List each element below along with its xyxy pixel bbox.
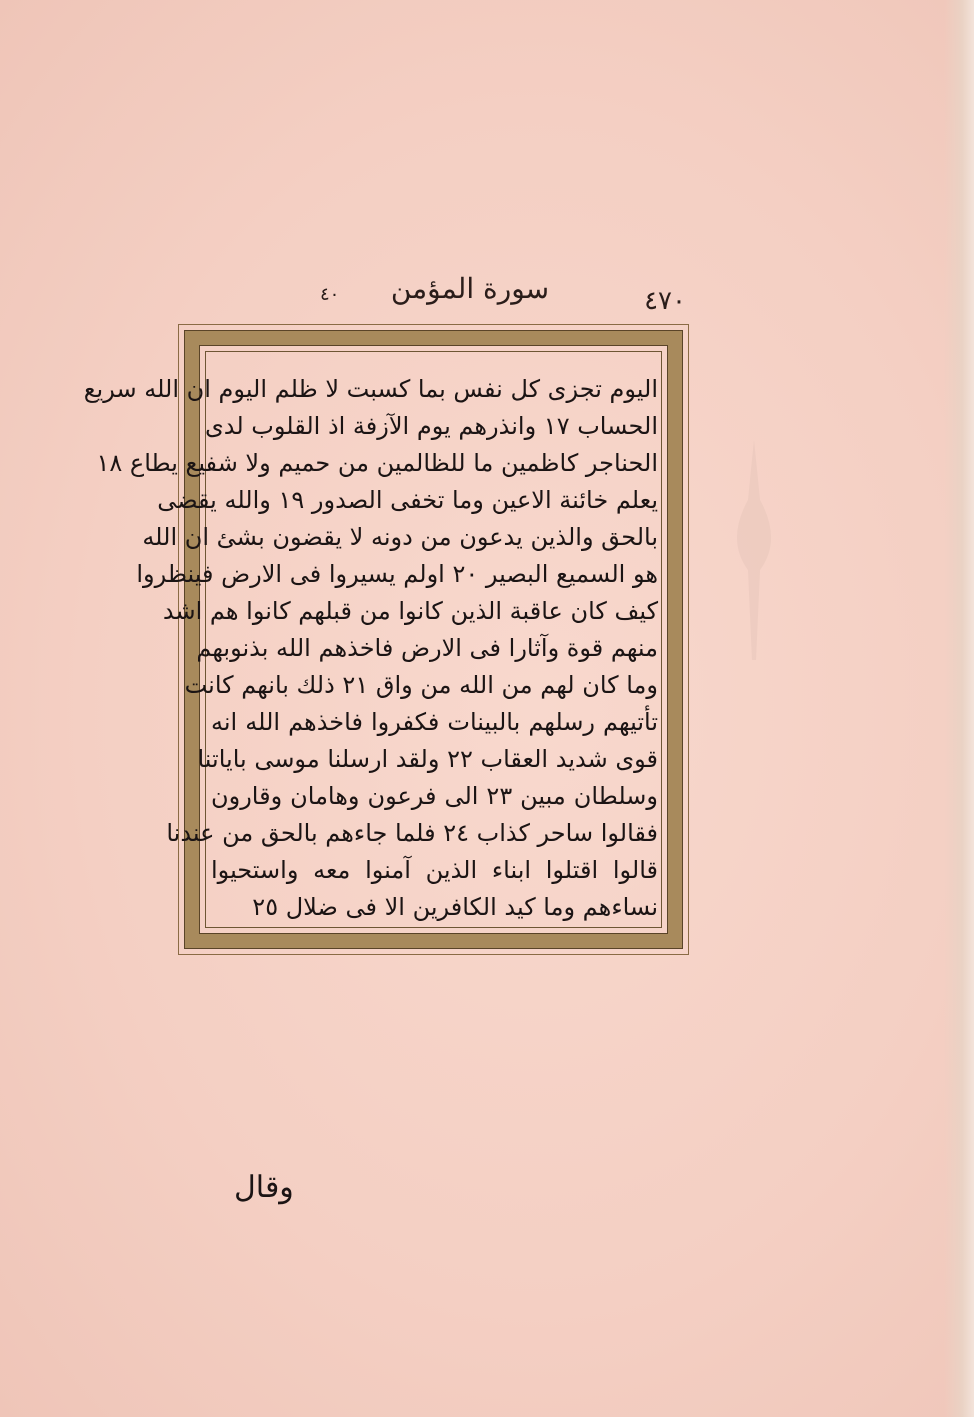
text-line: وسلطان مبين ٢٣ الى فرعون وهامان وقارون [211, 782, 659, 810]
text-line: بالحق والذين يدعون من دونه لا يقضون بشئ ان الله [142, 523, 658, 551]
text-line: وما كان لهم من الله من واق ٢١ ذلك بانهم كانت [184, 671, 658, 699]
text-line: هو السميع البصير ٢٠ اولم يسيروا فى الارض فينظروا [136, 560, 658, 588]
text-line: نساءهم وما كيد الكافرين الا فى ضلال ٢٥ [252, 893, 658, 921]
text-line: الحناجر كاظمين ما للظالمين من حميم ولا شفيع يطاع ١٨ [96, 449, 658, 477]
text-line: اليوم تجزى كل نفس بما كسبت لا ظلم اليوم ان الله سريع [83, 375, 658, 403]
surah-number: ٤٠ [320, 284, 340, 305]
text-line: تأتيهم رسلهم بالبينات فكفروا فاخذهم الله انه [211, 708, 658, 736]
catchword: وقال [234, 1170, 294, 1205]
text-line: منهم قوة وآثارا فى الارض فاخذهم الله بذنوبهم [196, 634, 658, 662]
text-line: كيف كان عاقبة الذين كانوا من قبلهم كانوا هم اشد [162, 597, 658, 625]
text-line: فقالوا ساحر كذاب ٢٤ فلما جاءهم بالحق من عندنا [166, 819, 658, 847]
page-header [190, 270, 690, 320]
surah-title: سورة المؤمن [390, 272, 550, 305]
page-number: ٤٧٠ [644, 286, 686, 316]
text-frame [83, 324, 689, 955]
text-line: الحساب ١٧ وانذرهم يوم الآزفة اذ القلوب لدى [204, 412, 658, 440]
text-line: يعلم خائنة الاعين وما تخفى الصدور ١٩ والله يقضى [157, 486, 658, 514]
text-line: قوى شديد العقاب ٢٢ ولقد ارسلنا موسى باياتنا [197, 745, 658, 773]
text-line: قالوا اقتلوا ابناء الذين آمنوا معه واستحيوا [211, 856, 658, 884]
page-edge [944, 0, 974, 1417]
text-block [83, 369, 659, 921]
watermark-ornament [724, 440, 784, 660]
